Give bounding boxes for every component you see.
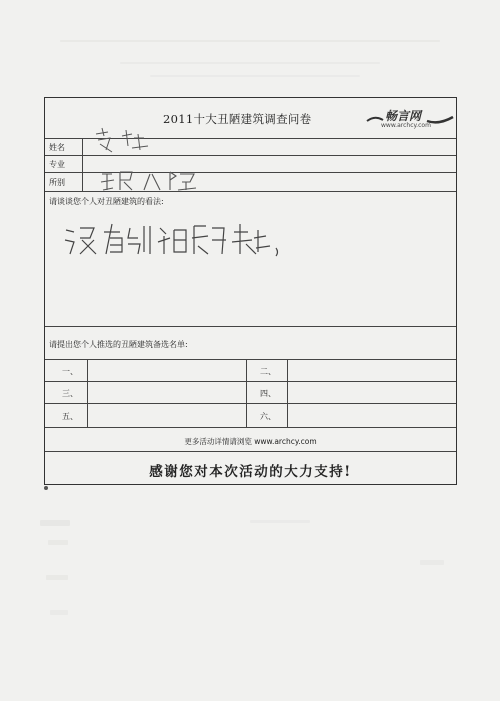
nomination-divider <box>87 359 88 427</box>
scan-artifact <box>120 62 380 64</box>
archcy-logo <box>365 107 455 133</box>
nomination-grid-line <box>45 381 456 382</box>
nomination-divider <box>246 359 247 427</box>
scan-artifact <box>46 575 68 580</box>
department-label: 所别 <box>49 178 65 187</box>
nomination-6-label: 六、 <box>260 412 276 421</box>
scan-artifact <box>60 40 440 42</box>
opinion-question: 请谈谈您个人对丑陋建筑的看法: <box>49 197 164 206</box>
nomination-grid-bottom <box>45 427 456 428</box>
scan-artifact <box>50 610 68 615</box>
more-info-note: 更多活动详情请浏览 www.archcy.com <box>184 437 317 446</box>
nomination-row <box>45 326 456 353</box>
major-label: 专业 <box>49 160 65 169</box>
nomination-divider <box>287 359 288 427</box>
thanks-message: 感谢您对本次活动的大力支持! <box>149 464 352 480</box>
nomination-grid-top <box>45 359 456 360</box>
scan-artifact <box>150 75 360 77</box>
nomination-3-label: 三、 <box>62 389 78 398</box>
handwritten-opinion-answer <box>62 218 287 268</box>
nomination-grid-line <box>45 403 456 404</box>
scan-artifact <box>250 520 310 523</box>
logo-wordmark: 畅言网 <box>385 109 422 123</box>
form-title: 2011十大丑陋建筑调查问卷 <box>163 112 312 126</box>
nomination-2-label: 二、 <box>260 367 276 376</box>
nomination-5-label: 五、 <box>62 412 78 421</box>
scan-artifact <box>48 540 68 545</box>
scan-artifact <box>40 520 70 526</box>
label-column-divider <box>82 138 83 191</box>
scan-dot <box>44 486 48 490</box>
handwritten-name-signature <box>92 126 172 156</box>
thanks-divider <box>45 451 456 452</box>
scan-artifact <box>420 560 444 565</box>
name-label: 姓名 <box>49 143 65 152</box>
nomination-4-label: 四、 <box>260 389 276 398</box>
handwritten-department-signature <box>98 168 208 194</box>
nomination-1-label: 一、 <box>62 367 78 376</box>
nomination-question: 请提出您个人推选的丑陋建筑备选名单: <box>49 340 188 349</box>
logo-url: www.archcy.com <box>381 122 431 129</box>
